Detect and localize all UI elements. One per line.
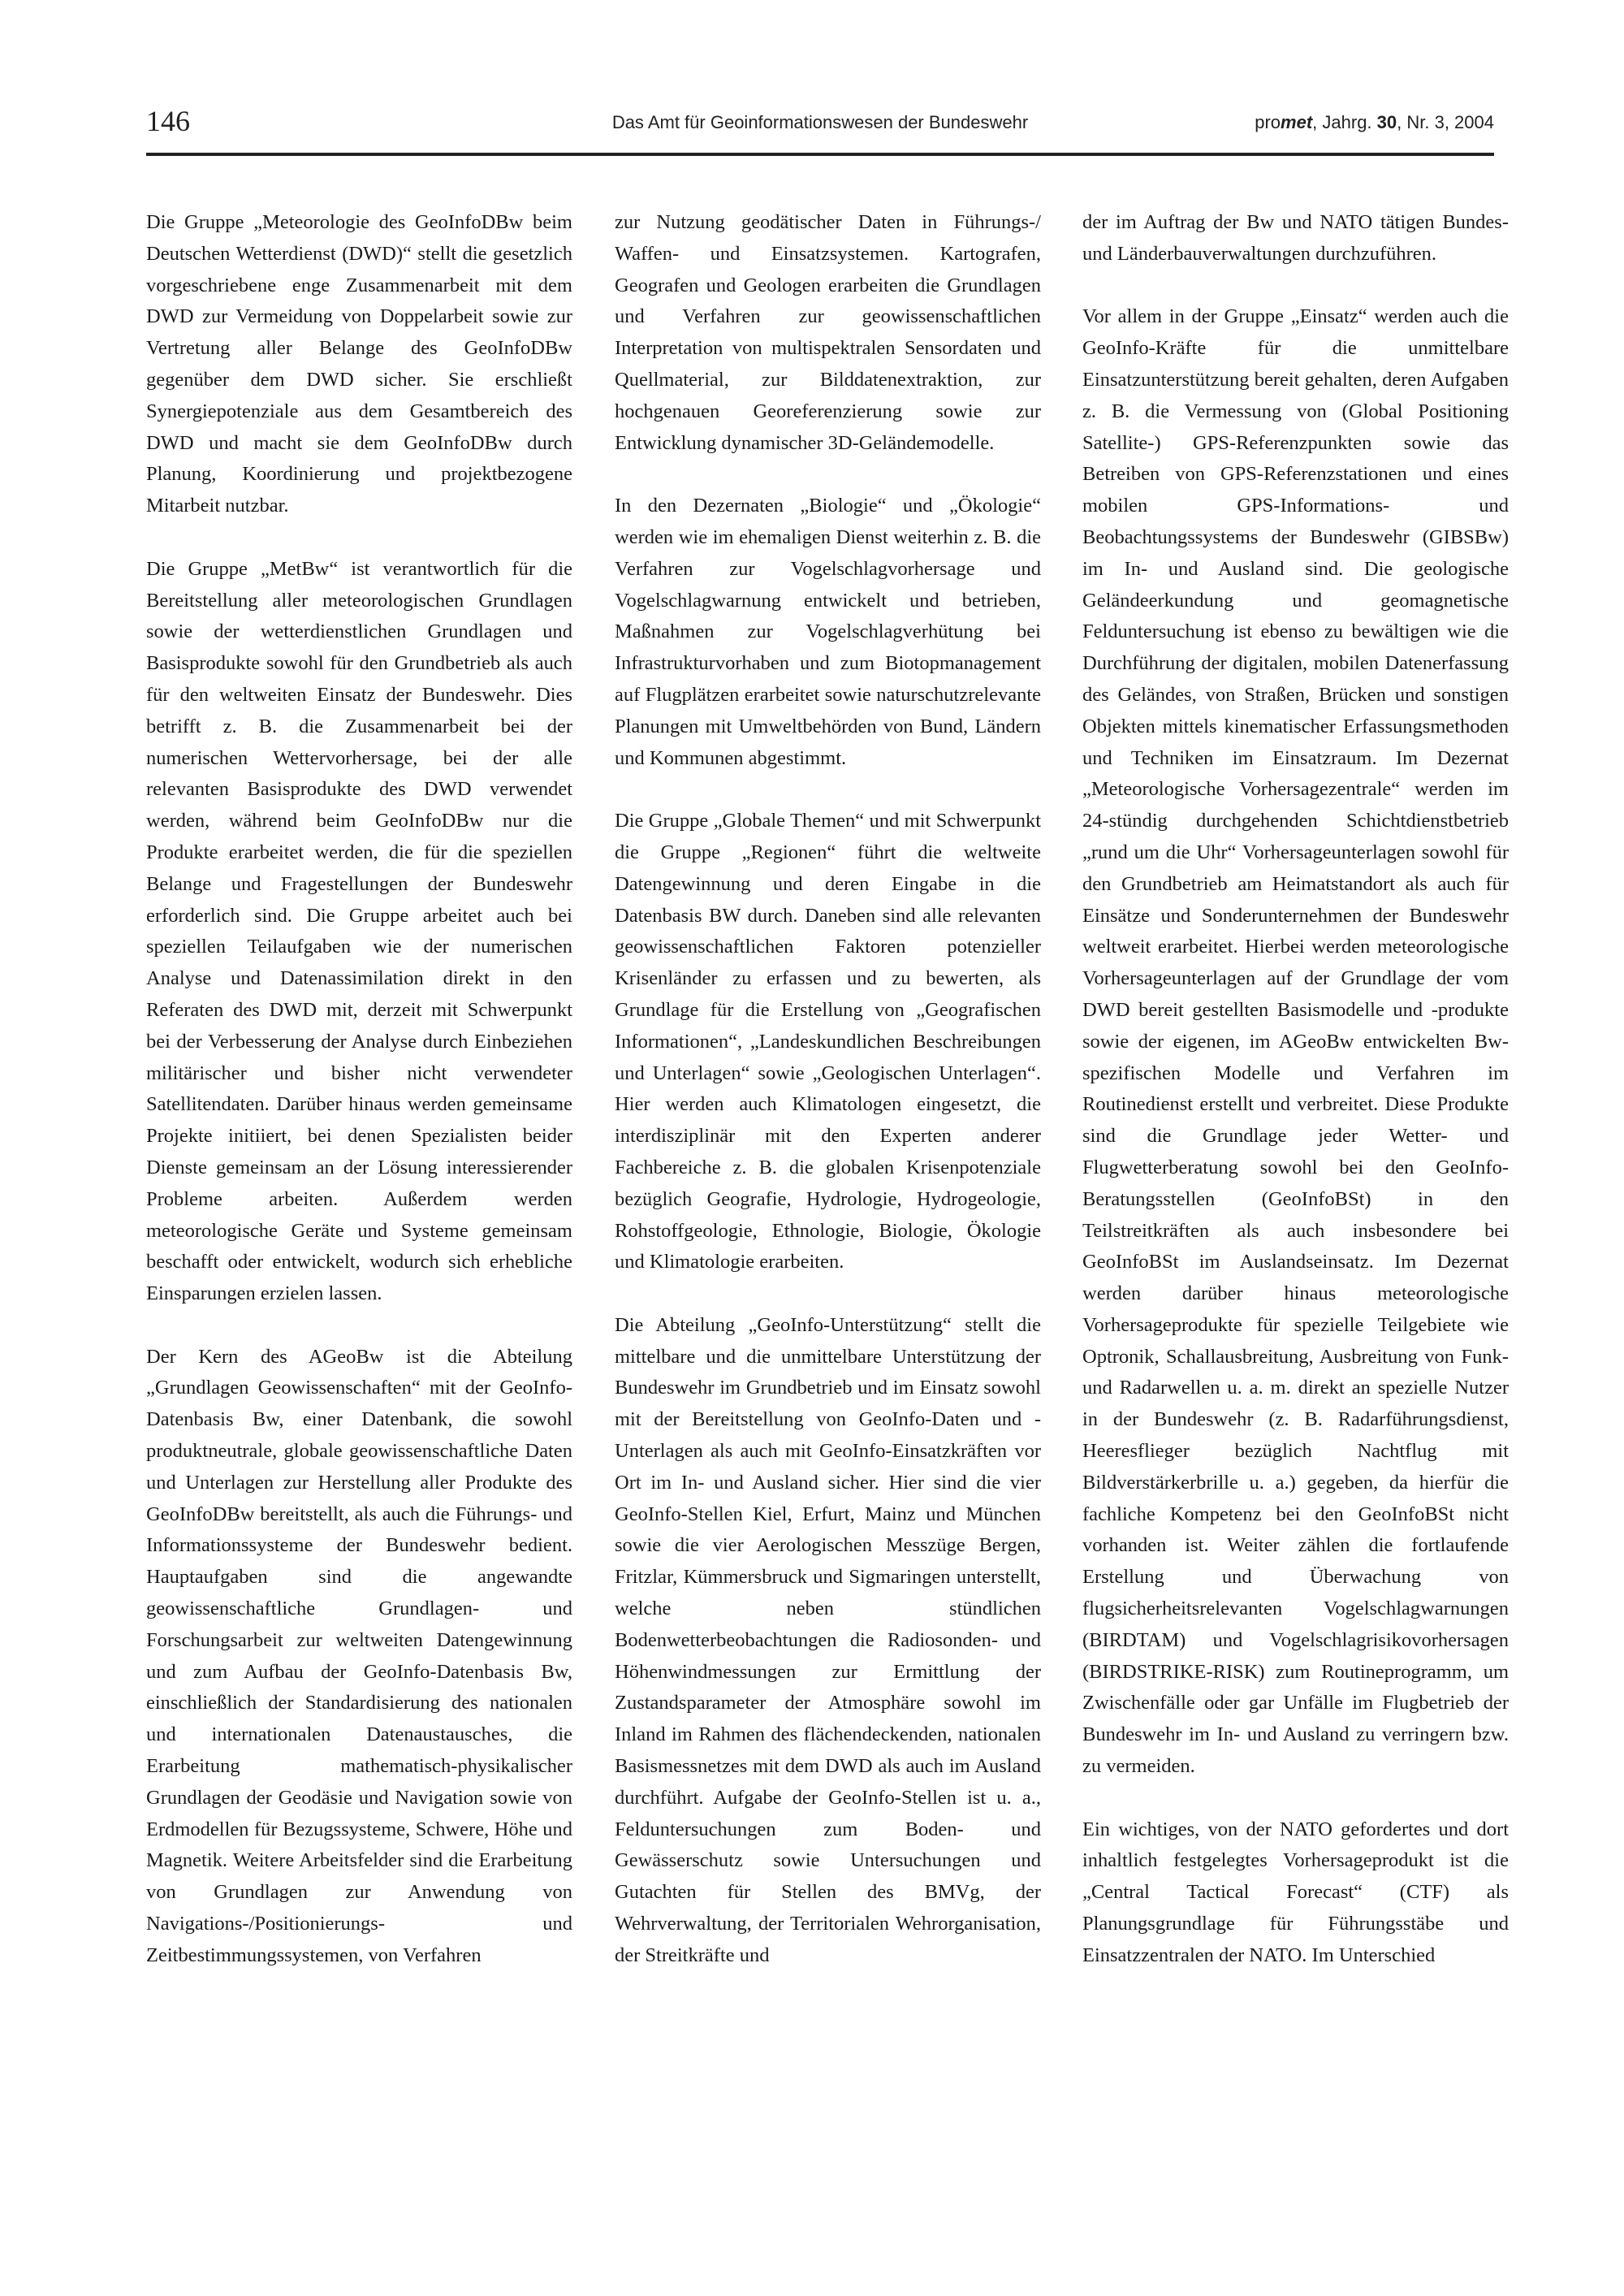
- citation-rest2: , Nr. 3, 2004: [1397, 112, 1494, 132]
- journal-citation: [1255, 112, 1494, 133]
- paragraph: Vor allem in der Gruppe „Einsatz“ werden auch die GeoInfo-Kräfte für die unmittelbare Einsatzunterstützung bereit gehalten, deren Aufgaben z. B. die Vermessung von (Global Positioning Satellite-) GPS-Referenzpunkten sowie das Betreiben von GPS-Referenzstationen und eines mobilen GPS-Informations- und Beobachtungssystems der Bundeswehr (GIBSBw) im In- und Ausland sind. Die geologische Geländeerkundung und geomagnetische Felduntersuchung ist ebenso zu bewältigen wie die Durchführung der digitalen, mobilen Datenerfassung des Geländes, von Straßen, Brücken und sonstigen Objekten mittels kinematischer Erfassungsmethoden und Techniken im Einsatzraum. Im Dezernat „Meteorologische Vorhersagezentrale“ werden im 24-stündig durchgehenden Schichtdienstbetrieb „rund um die Uhr“ Vorhersageunterlagen sowohl für den Grundbetrieb am Heimatstandort als auch für Einsätze und Sonderunternehmen der Bundeswehr weltweit erarbeitet. Hierbei werden meteorologische Vorhersageunterlagen auf der Grundlage der vom DWD bereit gestellten Basismodelle und -produkte sowie der eigenen, im AGeoBw entwickelten Bw-spezifischen Modelle und Verfahren im Routinedienst erstellt und verbreitet. Diese Produkte sind die Grundlage jeder Wetter- und Flugwetterberatung sowohl bei den GeoInfo-Beratungsstellen (GeoInfoBSt) in den Teilstreitkräften als auch insbesondere bei GeoInfoBSt im Auslandseinsatz. Im Dezernat werden darüber hinaus meteorologische Vorhersageprodukte für spezielle Teilgebiete wie Optronik, Schallausbreitung, Ausbreitung von Funk- und Radarwellen u. a. m. direkt an spezielle Nutzer in der Bundeswehr (z. B. Radarführungsdienst, Heeresflieger bezüglich Nachtflug mit Bildverstärkerbrille u. a.) gegeben, da hierfür die fachliche Kompetenz bei den GeoInfoBSt nicht vorhanden ist. Weiter zählen die fortlaufende Erstellung und Überwachung von flugsicherheitsrelevanten Vogelschlagwarnungen (BIRDTAM) und Vogelschlagrisikovorhersagen (BIRDSTRIKE-RISK) zum Routineprogramm, um Zwischenfälle oder gar Unfälle im Flugbetrieb der Bundeswehr im In- und Ausland zu verringern bzw. zu vermeiden.: [1082, 305, 1509, 1778]
- paragraph: Der Kern des AGeoBw ist die Abteilung „Grundlagen Geowissenschaften“ mit der GeoInfo-Datenbasis Bw, einer Datenbank, die sowohl produktneutrale, globale geowissenschaftliche Daten und Unterlagen zur Herstellung aller Produkte des GeoInfoDBw bereitstellt, als auch die Führungs- und Informationssysteme der Bundeswehr bedient. Hauptaufgaben sind die angewandte geowissenschaftliche Grundlagen- und Forschungsarbeit zur weltweiten Datengewinnung und zum Aufbau der GeoInfo-Datenbasis Bw, einschließlich der Standardisierung des nationalen und internationalen Datenaustausches, die Erarbeitung mathematisch-physikalischer Grundlagen der Geodäsie und Navigation sowie von Erdmodellen für Bezugssysteme, Schwere, Höhe und Magnetik. Weitere Arbeitsfelder sind die Erarbeitung von Grundlagen zur Anwendung von Navigations-/Positionierungs- und Zeitbestimmungssystemen, von Verfahren: [146, 1345, 572, 1966]
- text-column-3: [1082, 207, 1509, 2173]
- page-header: [146, 104, 1494, 153]
- body-columns: [146, 207, 1509, 2173]
- paragraph: Die Gruppe „Globale Themen“ und mit Schwerpunkt die Gruppe „Regionen“ führt die weltweite Datengewinnung und deren Eingabe in die Datenbasis BW durch. Daneben sind alle relevanten geowissenschaftlichen Faktoren potenzieller Krisenländer zu erfassen und zu bewerten, als Grundlage für die Erstellung von „Geografischen Informationen“, „Landeskundlichen Beschreibungen und Unterlagen“ sowie „Geologischen Unterlagen“. Hier werden auch Klimatologen eingesetzt, die interdisziplinär mit den Experten anderer Fachbereiche z. B. die globalen Krisenpotenziale bezüglich Geografie, Hydrologie, Hydrogeologie, Rohstoffgeologie, Ethnologie, Biologie, Ökologie und Klimatologie erarbeiten.: [615, 810, 1041, 1273]
- citation-volume: 30: [1376, 112, 1397, 132]
- journal-title: Das Amt für Geoinformationswesen der Bundeswehr: [611, 112, 1029, 132]
- text-column-1: [146, 207, 572, 2173]
- paragraph: Ein wichtiges, von der NATO gefordertes und dort inhaltlich festgelegtes Vorhersageprodukt ist die „Central Tactical Forecast“ (CTF) als Planungsgrundlage für Führungsstäbe und Einsatzzentralen der NATO. Im Unterschied: [1082, 1818, 1509, 1966]
- header-rule: [146, 153, 1494, 156]
- page-number: 146: [146, 105, 190, 137]
- text-column-2: [615, 207, 1041, 2173]
- citation-rest1: , Jahrg.: [1312, 112, 1377, 132]
- paragraph: zur Nutzung geodätischer Daten in Führungs-/ Waffen- und Einsatzsystemen. Kartografen, Geografen und Geologen erarbeiten die Grundlagen und Verfahren zur geowissenschaftlichen Interpretation von multispektralen Sensordaten und Quellmaterial, zur Bilddatenextraktion, zur hochgenauen Georeferenzierung sowie zur Entwicklung dynamischer 3D-Geländemodelle.: [615, 211, 1041, 454]
- paragraph: Die Gruppe „MetBw“ ist verantwortlich für die Bereitstellung aller meteorologischen Grundlagen sowie der wetterdienstlichen Grundlagen und Basisprodukte sowohl für den Grundbetrieb als auch für den weltweiten Einsatz der Bundeswehr. Dies betrifft z. B. die Zusammenarbeit bei der numerischen Wettervorhersage, bei der alle relevanten Basisprodukte des DWD verwendet werden, während beim GeoInfoDBw nur die Produkte erarbeitet werden, die für die speziellen Belange und Fragestellungen der Bundeswehr erforderlich sind. Die Gruppe arbeitet auch bei speziellen Teilaufgaben wie der numerischen Analyse und Datenassimilation direkt in den Referaten des DWD mit, derzeit mit Schwerpunkt bei der Verbesserung der Analyse durch Einbeziehen militärischer und bisher nicht verwendeter Satellitendaten. Darüber hinaus werden gemeinsame Projekte initiiert, bei denen Spezialisten beider Dienste gemeinsam an der Lösung interessierender Probleme arbeiten. Außerdem werden meteorologische Geräte und Systeme gemeinsam beschafft oder entwickelt, wodurch sich erhebliche Einsparungen erzielen lassen.: [146, 557, 572, 1305]
- citation-met: met: [1281, 112, 1313, 132]
- paragraph: In den Dezernaten „Biologie“ und „Ökologie“ werden wie im ehemaligen Dienst weiterhin z. B. die Verfahren zur Vogelschlagvorhersage und Vogelschlagwarnung entwickelt und betrieben, Maßnahmen zur Vogelschlagverhütung bei Infrastrukturvorhaben und zum Biotopmanagement auf Flugplätzen erarbeitet sowie naturschutzrelevante Planungen mit Umweltbehörden von Bund, Ländern und Kommunen abgestimmt.: [615, 495, 1041, 769]
- paragraph: Die Gruppe „Meteorologie des GeoInfoDBw beim Deutschen Wetterdienst (DWD)“ stellt die gesetzlich vorgeschriebene enge Zusammenarbeit mit dem DWD zur Vermeidung von Doppelarbeit sowie zur Vertretung aller Belange des GeoInfoDBw gegenüber dem DWD sicher. Sie erschließt Synergiepotenziale aus dem Gesamtbereich des DWD und macht sie dem GeoInfoDBw durch Planung, Koordinierung und projektbezogene Mitarbeit nutzbar.: [146, 211, 572, 517]
- paragraph: der im Auftrag der Bw und NATO tätigen Bundes- und Länderbauverwaltungen durchzuführen.: [1082, 211, 1509, 265]
- citation-pro: pro: [1255, 112, 1281, 132]
- paragraph: Die Abteilung „GeoInfo-Unterstützung“ stellt die mittelbare und die unmittelbare Unterstützung der Bundeswehr im Grundbetrieb und im Einsatz sowohl mit der Bereitstellung von GeoInfo-Daten und -Unterlagen als auch mit GeoInfo-Einsatzkräften vor Ort im In- und Ausland sicher. Hier sind die vier GeoInfo-Stellen Kiel, Erfurt, Mainz und München sowie die vier Aerologischen Messzüge Bergen, Fritzlar, Kümmersbruck und Sigmaringen unterstellt, welche neben stündlichen Bodenwetterbeobachtungen die Radiosonden- und Höhenwindmessungen zur Ermittlung der Zustandsparameter der Atmosphäre sowohl im Inland im Rahmen des flächendeckenden, nationalen Basismessnetzes mit dem DWD als auch im Ausland durchführt. Aufgabe der GeoInfo-Stellen ist u. a., Felduntersuchungen zum Boden- und Gewässerschutz sowie Untersuchungen und Gutachten für Stellen des BMVg, der Wehrverwaltung, der Territorialen Wehrorganisation, der Streitkräfte und: [615, 1313, 1041, 1966]
